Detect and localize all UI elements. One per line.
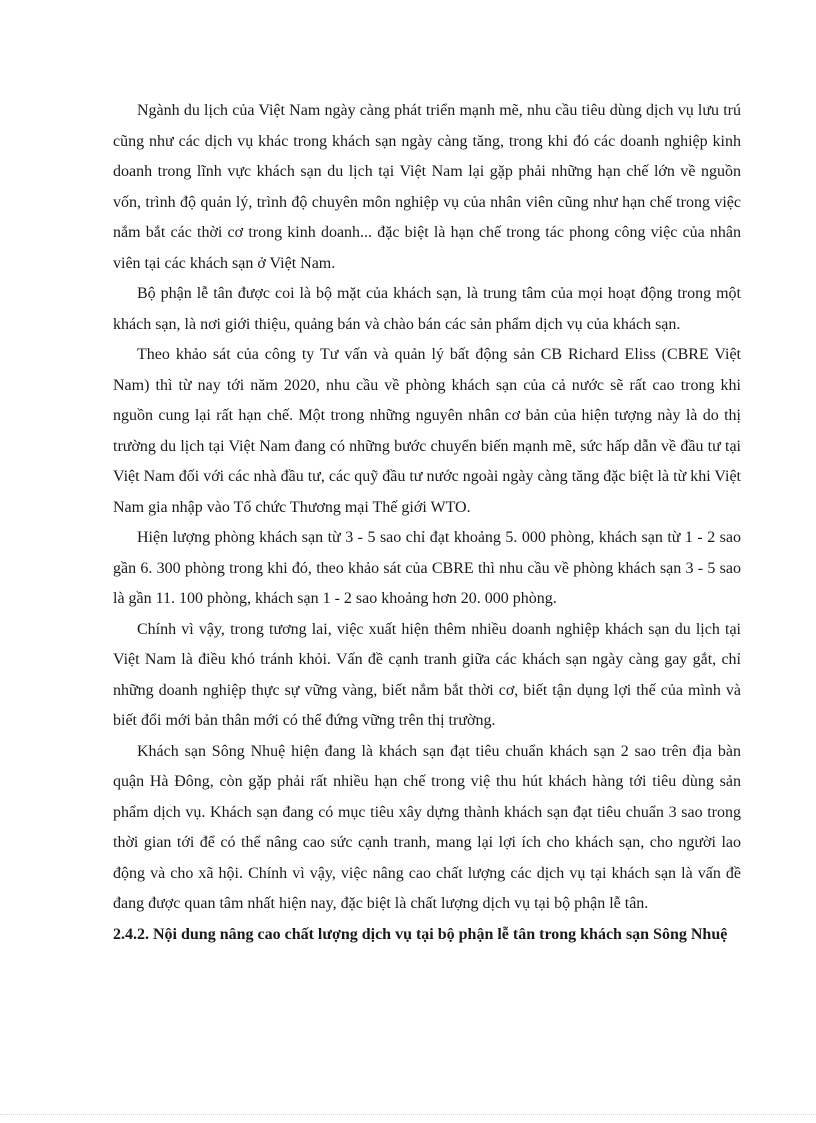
document-body bbox=[113, 96, 741, 950]
paragraph-room-supply: Hiện lượng phòng khách sạn từ 3 - 5 sao chỉ đạt khoảng 5. 000 phòng, khách sạn từ 1 - 2 sao gần 6. 300 phòng trong khi đó, theo khảo sát của CBRE thì nhu cầu về phòng khách sạn 3 - 5 sao là gần 11. 100 phòng, khách sạn 1 - 2 sao khoảng hơn 20. 000 phòng. bbox=[113, 529, 741, 607]
paragraph-song-nhue-hotel: Khách sạn Sông Nhuệ hiện đang là khách sạn đạt tiêu chuẩn khách sạn 2 sao trên địa bàn quận Hà Đông, còn gặp phải rất nhiều hạn chế trong việ thu hút khách hàng tới tiêu dùng sản phẩm dịch vụ. Khách sạn đang có mục tiêu xây dựng thành khách sạn đạt tiêu chuẩn 3 sao trong thời gian tới để có thể nâng cao sức cạnh tranh, mang lại lợi ích cho khách sạn, cho người lao động và cho xã hội. Chính vì vậy, việc nâng cao chất lượng các dịch vụ tại khách sạn là vấn đề đang được quan tâm nhất hiện nay, đặc biệt là chất lượng dịch vụ tại bộ phận lễ tân. bbox=[113, 742, 741, 912]
section-heading: 2.4.2. Nội dung nâng cao chất lượng dịch vụ tại bộ phận lễ tân trong khách sạn Sông Nhuệ bbox=[113, 925, 728, 943]
paragraph-competition: Chính vì vậy, trong tương lai, việc xuất hiện thêm nhiều doanh nghiệp khách sạn du lịch tại Việt Nam là điều khó tránh khỏi. Vấn đề cạnh tranh giữa các khách sạn ngày càng gay gắt, chỉ những doanh nghiệp thực sự vững vàng, biết nắm bắt thời cơ, biết tận dụng lợi thế của mình và biết đổi mới bản thân mới có thể đứng vững trên thị trường. bbox=[113, 620, 741, 729]
page-bottom-divider bbox=[0, 1114, 816, 1115]
paragraph-reception-role: Bộ phận lễ tân được coi là bộ mặt của khách sạn, là trung tâm của mọi hoạt động trong một khách sạn, là nơi giới thiệu, quảng bán và chào bán các sản phẩm dịch vụ của khách sạn. bbox=[113, 285, 741, 333]
paragraph-cbre-survey: Theo khảo sát của công ty Tư vấn và quản lý bất động sản CB Richard Eliss (CBRE Việt Nam) thì từ nay tới năm 2020, nhu cầu về phòng khách sạn của cả nước sẽ rất cao trong khi nguồn cung lại rất hạn chế. Một trong những nguyên nhân cơ bản của hiện tượng này là do thị trường du lịch tại Việt Nam đang có những bước chuyển biến mạnh mẽ, sức hấp dẫn về đầu tư tại Việt Nam đối với các nhà đầu tư, các quỹ đầu tư nước ngoài ngày càng tăng đặc biệt là từ khi Việt Nam gia nhập vào Tổ chức Thương mại Thế giới WTO. bbox=[113, 346, 741, 516]
paragraph-tourism-growth: Ngành du lịch của Việt Nam ngày càng phát triển mạnh mẽ, nhu cầu tiêu dùng dịch vụ lưu trú cũng như các dịch vụ khác trong khách sạn ngày càng tăng, trong khi đó các doanh nghiệp kinh doanh trong lĩnh vực khách sạn du lịch tại Việt Nam lại gặp phải những hạn chế lớn về nguồn vốn, trình độ quản lý, trình độ chuyên môn nghiệp vụ của nhân viên cũng như hạn chế trong việc nắm bắt các thời cơ trong kinh doanh... đặc biệt là hạn chế trong tác phong công việc của nhân viên tại các khách sạn ở Việt Nam. bbox=[113, 102, 741, 272]
